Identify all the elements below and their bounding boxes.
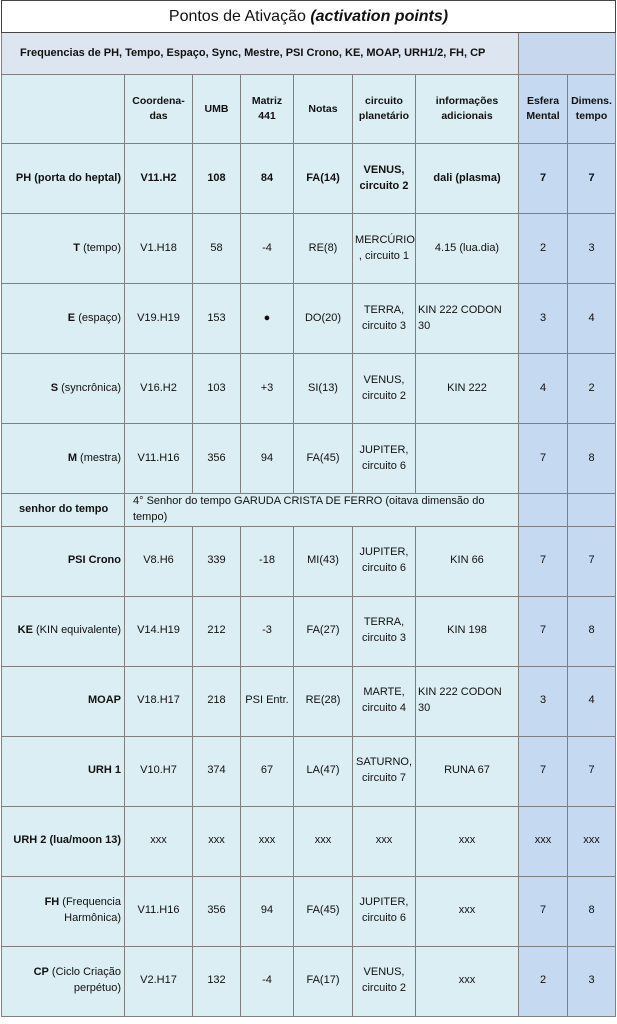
notas-cell: DO(20) [294,284,353,354]
esfera-cell: 7 [519,526,568,596]
table-row [2,596,616,666]
esfera-cell: 3 [519,666,568,736]
coord-cell: V11.H2 [125,144,193,214]
table-row [2,144,616,214]
notas-cell: FA(14) [294,144,353,214]
info-cell [416,424,519,494]
row-label [2,736,125,806]
notas-cell: FA(27) [294,596,353,666]
header-cell: Matriz 441 [241,75,294,144]
row-label-abbr: URH 1 [87,764,121,777]
table-row [2,736,616,806]
coord-cell: V8.H6 [125,526,193,596]
info-cell: xxx [416,806,519,876]
notas-cell: FA(45) [294,424,353,494]
row-label-abbr: KE [17,624,33,637]
table-title [2,1,616,33]
coord-cell: V10.H7 [125,736,193,806]
row-label-desc: (syncrônica) [58,381,121,394]
row-label-abbr: T [73,241,81,254]
row-label [2,876,125,946]
header-cell: Esfera Mental [519,75,568,144]
row-label [2,424,125,494]
senhor-blue-cell [568,494,616,527]
table-row [2,354,616,424]
info-cell: dali (plasma) [416,144,519,214]
row-label [2,214,125,284]
circuito-cell: JUPITER, circuito 6 [353,424,416,494]
senhor-blue-cell [519,494,568,527]
table-row [2,666,616,736]
table-row [2,806,616,876]
activation-points-sheet [1,0,615,1017]
matriz-cell: -18 [241,526,294,596]
umb-cell: 58 [193,214,241,284]
umb-cell: 103 [193,354,241,424]
row-label [2,526,125,596]
row-label-abbr: PH [15,171,32,184]
esfera-cell: 3 [519,284,568,354]
coord-cell: xxx [125,806,193,876]
table-row [2,284,616,354]
notas-cell: xxx [294,806,353,876]
esfera-cell: 2 [519,214,568,284]
esfera-cell: 7 [519,596,568,666]
title-sub: (activation points) [310,7,449,25]
row-label-abbr: CP [33,966,49,979]
row-label-abbr: MOAP [88,694,121,707]
notas-cell: FA(45) [294,876,353,946]
umb-cell: 218 [193,666,241,736]
dimens-cell: 8 [568,424,616,494]
circuito-cell: TERRA, circuito 3 [353,596,416,666]
circuito-cell: VENUS, circuito 2 [353,144,416,214]
table-row [2,876,616,946]
matriz-cell: 67 [241,736,294,806]
notas-cell: FA(17) [294,946,353,1016]
circuito-cell: VENUS, circuito 2 [353,354,416,424]
header-cell: Notas [294,75,353,144]
umb-cell: 132 [193,946,241,1016]
circuito-cell: xxx [353,806,416,876]
coord-cell: V1.H18 [125,214,193,284]
dimens-cell: 2 [568,354,616,424]
row-label-desc: (KIN equivalente) [32,624,121,637]
matriz-cell: -4 [241,946,294,1016]
row-label-desc: (porta do heptal) [31,171,121,184]
info-cell: KIN 66 [416,526,519,596]
row-label-desc: (Ciclo Criação perpétuo) [48,966,121,995]
header-cell [2,75,125,144]
row-label-abbr: FH [44,896,60,909]
info-cell: xxx [416,876,519,946]
dimens-cell: 3 [568,946,616,1016]
table-row [2,424,616,494]
esfera-cell: xxx [519,806,568,876]
circuito-cell: VENUS, circuito 2 [353,946,416,1016]
info-cell: KIN 198 [416,596,519,666]
info-cell: KIN 222 CODON 30 [416,284,519,354]
header-cell: informações adicionais [416,75,519,144]
row-label-abbr: PSI Crono [67,554,121,567]
umb-cell: 356 [193,424,241,494]
activation-points-table [1,0,616,1017]
row-label-desc: (Frequencia Harmônica) [59,896,121,925]
table-row [2,946,616,1016]
esfera-cell: 7 [519,144,568,214]
umb-cell: 339 [193,526,241,596]
notas-cell: MI(43) [294,526,353,596]
umb-cell: 212 [193,596,241,666]
umb-cell: 153 [193,284,241,354]
dimens-cell: 7 [568,144,616,214]
info-cell: 4.15 (lua.dia) [416,214,519,284]
matriz-cell: -3 [241,596,294,666]
header-cell: Dimens. tempo [568,75,616,144]
esfera-cell: 4 [519,354,568,424]
row-label-abbr: M [67,451,77,464]
dimens-cell: 4 [568,284,616,354]
coord-cell: V11.H16 [125,876,193,946]
row-label [2,144,125,214]
row-label-abbr: E [67,311,76,324]
row-label [2,354,125,424]
dimens-cell: 3 [568,214,616,284]
matriz-cell: PSI Entr. [241,666,294,736]
notas-cell: LA(47) [294,736,353,806]
notas-cell: SI(13) [294,354,353,424]
matriz-cell: -4 [241,214,294,284]
notas-cell: RE(28) [294,666,353,736]
subtitle-blue-cell [519,33,616,75]
senhor-row [2,494,616,527]
header-row [2,75,616,144]
matriz-cell: 84 [241,144,294,214]
matriz-cell: xxx [241,806,294,876]
coord-cell: V2.H17 [125,946,193,1016]
coord-cell: V19.H19 [125,284,193,354]
esfera-cell: 2 [519,946,568,1016]
coord-cell: V18.H17 [125,666,193,736]
row-label-desc: (mestra) [77,451,121,464]
row-label [2,806,125,876]
table-subtitle: Frequencias de PH, Tempo, Espaço, Sync, Mestre, PSI Crono, KE, MOAP, URH1/2, FH, CP [2,33,519,75]
dimens-cell: 7 [568,736,616,806]
dimens-cell: 4 [568,666,616,736]
table-row [2,526,616,596]
header-cell: circuito planetário [353,75,416,144]
matriz-cell: +3 [241,354,294,424]
umb-cell: 374 [193,736,241,806]
circuito-cell: JUPITER, circuito 6 [353,876,416,946]
header-cell: Coordena-das [125,75,193,144]
coord-cell: V16.H2 [125,354,193,424]
dimens-cell: 8 [568,876,616,946]
coord-cell: V11.H16 [125,424,193,494]
dimens-cell: xxx [568,806,616,876]
circuito-cell: SATURNO, circuito 7 [353,736,416,806]
row-label-abbr: S [50,381,59,394]
esfera-cell: 7 [519,876,568,946]
esfera-cell: 7 [519,736,568,806]
circuito-cell: MERCÚRIO , circuito 1 [353,214,416,284]
notas-cell: RE(8) [294,214,353,284]
senhor-text: 4° Senhor do tempo GARUDA CRISTA DE FERRO (oitava dimensão do tempo) [125,494,519,527]
table-row [2,214,616,284]
title-main: Pontos de Ativação [168,7,306,25]
info-cell: xxx [416,946,519,1016]
matriz-cell: 94 [241,876,294,946]
circuito-cell: JUPITER, circuito 6 [353,526,416,596]
matriz-cell: 94 [241,424,294,494]
dimens-cell: 8 [568,596,616,666]
header-cell: UMB [193,75,241,144]
senhor-label: senhor do tempo [2,494,125,527]
row-label-desc: (espaço) [75,311,121,324]
umb-cell: 108 [193,144,241,214]
row-label-desc: (tempo) [80,241,121,254]
row-label [2,284,125,354]
info-cell: RUNA 67 [416,736,519,806]
info-cell: KIN 222 CODON 30 [416,666,519,736]
row-label [2,596,125,666]
row-label-abbr: URH 2 (lua/moon 13) [13,834,121,847]
circuito-cell: TERRA, circuito 3 [353,284,416,354]
umb-cell: xxx [193,806,241,876]
matriz-cell: ● [241,284,294,354]
esfera-cell: 7 [519,424,568,494]
dimens-cell: 7 [568,526,616,596]
umb-cell: 356 [193,876,241,946]
row-label [2,946,125,1016]
coord-cell: V14.H19 [125,596,193,666]
row-label [2,666,125,736]
info-cell: KIN 222 [416,354,519,424]
circuito-cell: MARTE, circuito 4 [353,666,416,736]
